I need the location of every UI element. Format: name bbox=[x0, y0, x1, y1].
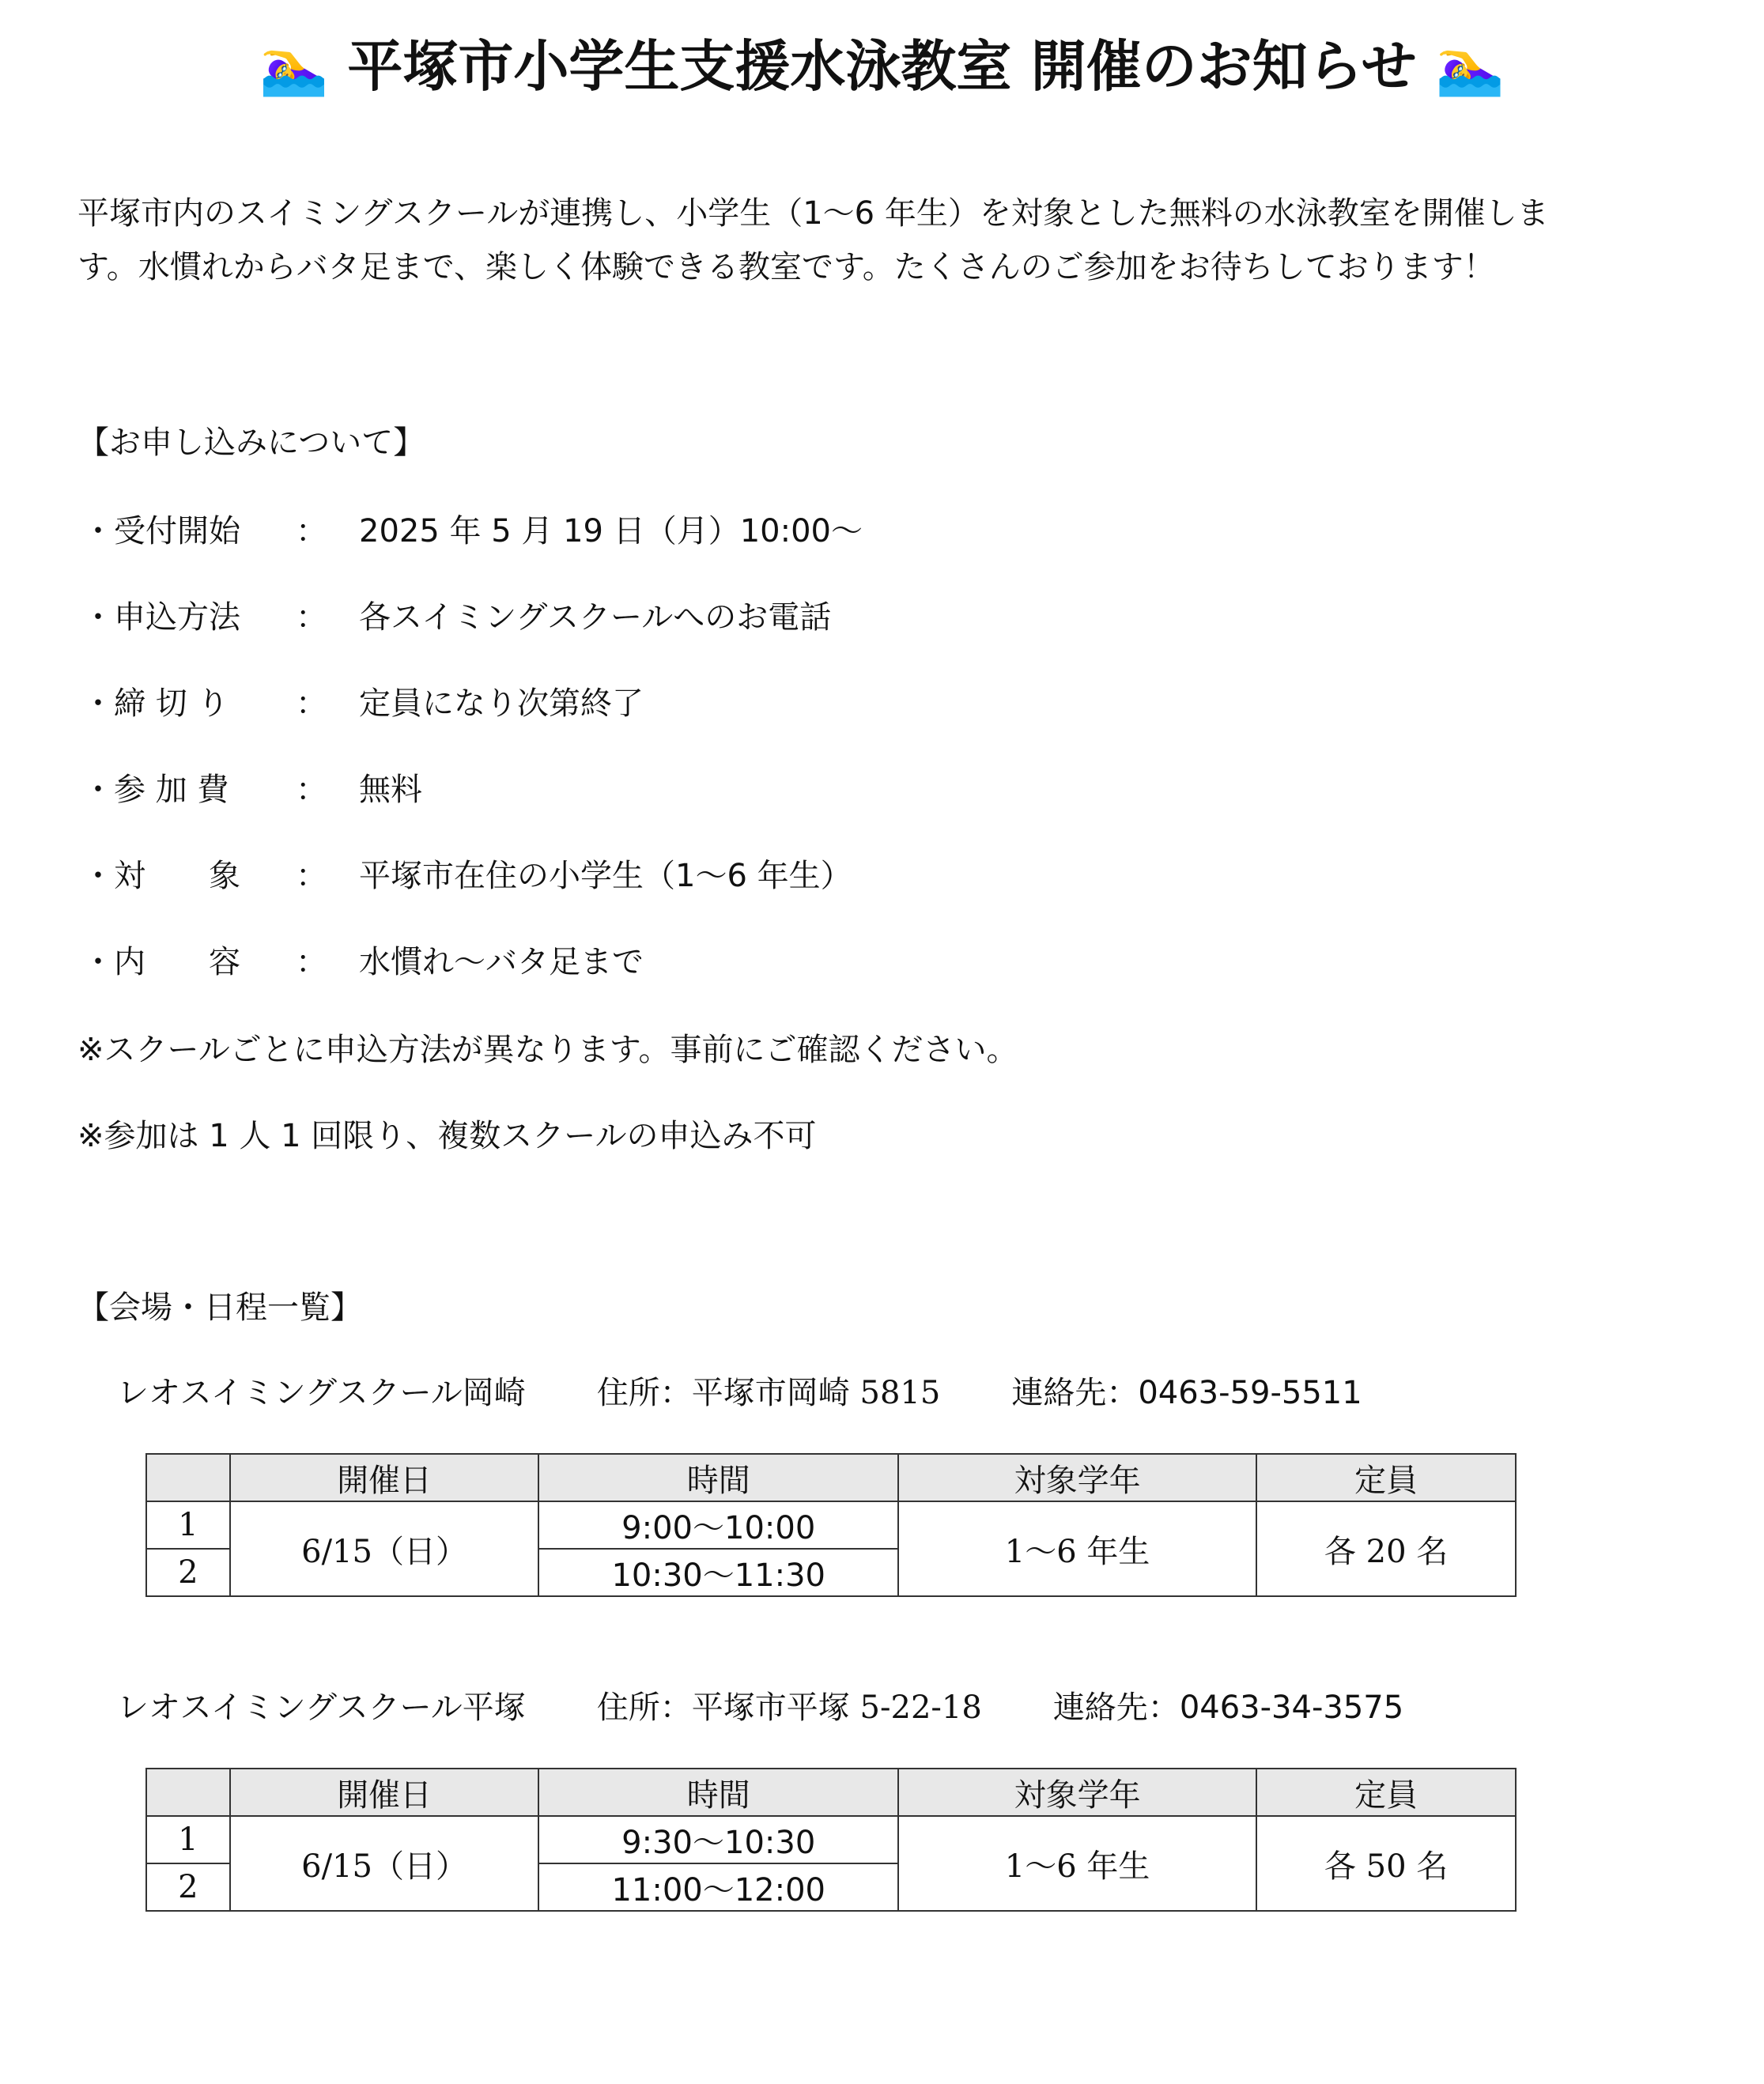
table-row bbox=[146, 1816, 1516, 1863]
capacity-cell: 各 20 名 bbox=[1256, 1501, 1516, 1596]
info-label: ・対 象 bbox=[82, 858, 240, 894]
schedule-table-okazaki bbox=[145, 1453, 1517, 1597]
info-label: ・受付開始 bbox=[82, 513, 240, 549]
time-cell: 11:00～12:00 bbox=[538, 1863, 898, 1911]
row-number: 1 bbox=[146, 1501, 230, 1549]
info-item-reception-start bbox=[82, 506, 863, 551]
time-cell: 10:30～11:30 bbox=[538, 1549, 898, 1596]
info-label: ・申込方法 bbox=[82, 599, 240, 636]
info-item-target bbox=[82, 851, 852, 896]
contact-label: 連絡先： bbox=[1011, 1375, 1139, 1411]
grade-cell: 1～6 年生 bbox=[898, 1501, 1256, 1596]
date-cell: 6/15（日） bbox=[230, 1501, 539, 1596]
row-number: 2 bbox=[146, 1549, 230, 1596]
header-cell-date: 開催日 bbox=[230, 1769, 539, 1816]
title-text: 平塚市小学生支援水泳教室 開催のお知らせ bbox=[347, 34, 1417, 99]
contact-label: 連絡先： bbox=[1052, 1689, 1180, 1726]
contact-number: 0463-59-5511 bbox=[1138, 1375, 1362, 1411]
info-value: 水慣れ～バタ足まで bbox=[359, 944, 644, 980]
info-value: 無料 bbox=[359, 772, 422, 808]
info-label: ・内 容 bbox=[82, 944, 240, 980]
note: ※スクールごとに申込方法が異なります。事前にご確認ください。 bbox=[77, 1032, 1018, 1068]
note: ※参加は 1 人 1 回限り、複数スクールの申込み不可 bbox=[77, 1118, 817, 1154]
venue-contact bbox=[1011, 1368, 1362, 1413]
info-colon: ： bbox=[296, 685, 327, 722]
info-label: ・締 切 り bbox=[82, 685, 229, 722]
info-colon: ： bbox=[296, 858, 327, 894]
venue-name: レオスイミングスクール岡崎 bbox=[117, 1375, 526, 1411]
swimmer-icon: 🏊‍♀️ bbox=[259, 34, 329, 99]
header-cell-capacity: 定員 bbox=[1256, 1454, 1516, 1501]
grade-cell: 1～6 年生 bbox=[898, 1816, 1256, 1911]
header-cell-capacity: 定員 bbox=[1256, 1769, 1516, 1816]
intro-line: す。水慣れからバタ足まで、楽しく体験できる教室です。たくさんのご参加をお待ちしております！ bbox=[77, 249, 1495, 285]
info-value: 定員になり次第終了 bbox=[359, 685, 644, 722]
swimmer-icon: 🏊‍♀️ bbox=[1435, 34, 1505, 99]
info-value: 各スイミングスクールへのお電話 bbox=[359, 599, 832, 636]
schedule-heading: 【会場・日程一覧】 bbox=[77, 1289, 362, 1326]
info-item-deadline bbox=[82, 678, 644, 723]
page-title bbox=[0, 22, 1764, 102]
intro-line: 平塚市内のスイミングスクールが連携し、小学生（1～6 年生）を対象とした無料の水泳教室を開催しま bbox=[77, 195, 1549, 232]
info-colon: ： bbox=[296, 513, 327, 549]
info-label: ・参 加 費 bbox=[82, 772, 229, 808]
header-cell-no bbox=[146, 1454, 230, 1501]
venue-header-hiratsuka bbox=[117, 1682, 1403, 1727]
header-cell-grade: 対象学年 bbox=[898, 1769, 1256, 1816]
header-cell-no bbox=[146, 1769, 230, 1816]
table-row bbox=[146, 1501, 1516, 1549]
table-header-row bbox=[146, 1454, 1516, 1501]
header-cell-time: 時間 bbox=[538, 1769, 898, 1816]
date-cell: 6/15（日） bbox=[230, 1816, 539, 1911]
venue-name: レオスイミングスクール平塚 bbox=[117, 1689, 526, 1726]
time-cell: 9:30～10:30 bbox=[538, 1816, 898, 1863]
capacity-cell: 各 50 名 bbox=[1256, 1816, 1516, 1911]
info-colon: ： bbox=[296, 944, 327, 980]
schedule-table-hiratsuka bbox=[145, 1768, 1517, 1912]
info-value: 平塚市在住の小学生（1～6 年生） bbox=[359, 858, 852, 894]
time-cell: 9:00～10:00 bbox=[538, 1501, 898, 1549]
info-colon: ： bbox=[296, 772, 327, 808]
info-colon: ： bbox=[296, 599, 327, 636]
table-header-row bbox=[146, 1769, 1516, 1816]
header-cell-date: 開催日 bbox=[230, 1454, 539, 1501]
info-item-fee bbox=[82, 765, 422, 810]
intro-paragraph bbox=[77, 187, 1754, 294]
row-number: 1 bbox=[146, 1816, 230, 1863]
venue-contact bbox=[1053, 1682, 1403, 1727]
application-heading: 【お申し込みについて】 bbox=[77, 425, 425, 461]
venue-header-okazaki bbox=[117, 1368, 1362, 1413]
info-item-content bbox=[82, 937, 644, 982]
row-number: 2 bbox=[146, 1863, 230, 1911]
info-value: 2025 年 5 月 19 日（月）10:00～ bbox=[359, 513, 863, 549]
contact-number: 0463-34-3575 bbox=[1179, 1689, 1404, 1726]
info-item-application-method bbox=[82, 592, 831, 637]
venue-address: 住所：平塚市岡崎 5815 bbox=[596, 1375, 941, 1411]
header-cell-time: 時間 bbox=[538, 1454, 898, 1501]
header-cell-grade: 対象学年 bbox=[898, 1454, 1256, 1501]
venue-address: 住所：平塚市平塚 5-22-18 bbox=[596, 1689, 982, 1726]
